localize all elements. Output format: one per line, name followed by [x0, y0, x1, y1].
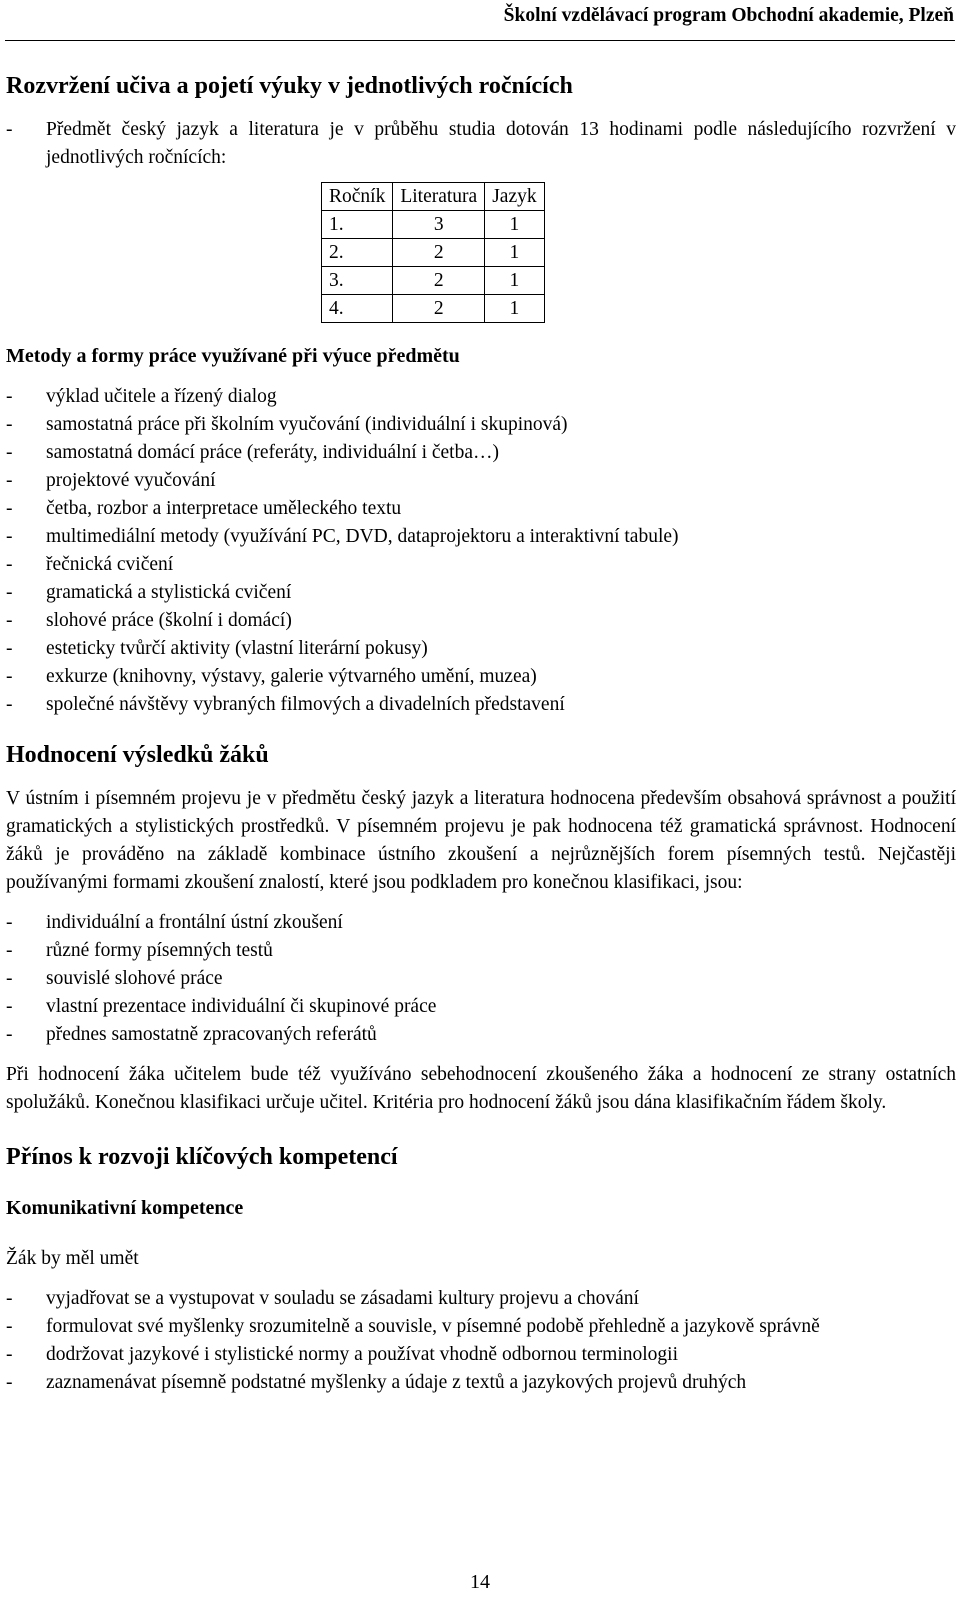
table-cell: 4. — [322, 295, 393, 323]
list-item: - exkurze (knihovny, výstavy, galerie výtvarného umění, muzea) — [6, 663, 956, 691]
table-cell: 2 — [393, 267, 485, 295]
list-item: - četba, rozbor a interpretace uměleckého textu — [6, 495, 956, 523]
list-item: - vyjadřovat se a vystupovat v souladu se zásadami kultury projevu a chování — [6, 1285, 956, 1313]
header-divider — [5, 40, 955, 41]
table-cell: 2 — [393, 239, 485, 267]
list-item: - gramatická a stylistická cvičení — [6, 579, 956, 607]
intro-list — [6, 116, 956, 172]
list-item: - multimediální metody (využívání PC, DVD, dataprojektoru a interaktivní tabule) — [6, 523, 956, 551]
table-cell: 2 — [393, 295, 485, 323]
section-heading-distribution: Rozvržení učiva a pojetí výuky v jednotlivých ročnících — [6, 73, 573, 99]
list-item: - vlastní prezentace individuální či skupinové práce — [6, 993, 956, 1021]
table-cell: 1 — [485, 211, 544, 239]
competence-list — [6, 1285, 956, 1397]
assessment-list — [6, 909, 956, 1049]
competence-lead: Žák by měl umět — [6, 1248, 139, 1269]
list-item: - dodržovat jazykové i stylistické normy a používat vhodně odbornou terminologii — [6, 1341, 956, 1369]
list-item: - přednes samostatně zpracovaných referátů — [6, 1021, 956, 1049]
list-item: - projektové vyučování — [6, 467, 956, 495]
table-cell: 1. — [322, 211, 393, 239]
table-header-cell: Literatura — [393, 183, 485, 211]
table-row — [322, 267, 545, 295]
list-item: - řečnická cvičení — [6, 551, 956, 579]
assessment-closing: Při hodnocení žáka učitelem bude též využíváno sebehodnocení zkoušeného žáka a hodnocení ze strany ostatních spolužáků. Konečnou klasifikaci určuje učitel. Kritéria pro hodnocení žáků jsou dána klasifikačním řádem školy. — [6, 1064, 956, 1113]
table-cell: 2. — [322, 239, 393, 267]
table-cell: 1 — [485, 267, 544, 295]
table-row — [322, 239, 545, 267]
list-item: - souvislé slohové práce — [6, 965, 956, 993]
methods-heading: Metody a formy práce využívané při výuce předmětu — [6, 345, 460, 367]
running-header: Školní vzdělávací program Obchodní akademie, Plzeň — [503, 5, 954, 26]
table-header-cell: Ročník — [322, 183, 393, 211]
table-cell: 3. — [322, 267, 393, 295]
list-item: - výklad učitele a řízený dialog — [6, 383, 956, 411]
section-heading-competences: Přínos k rozvoji klíčových kompetencí — [6, 1144, 398, 1170]
list-item: - individuální a frontální ústní zkoušení — [6, 909, 956, 937]
list-item: - různé formy písemných testů — [6, 937, 956, 965]
intro-text: Předmět český jazyk a literatura je v průběhu studia dotován 13 hodinami podle následujícího rozvržení v jednotlivých ročnících: — [46, 119, 956, 168]
table-cell: 1 — [485, 295, 544, 323]
methods-list — [6, 383, 956, 719]
table-row — [322, 295, 545, 323]
table-header-cell: Jazyk — [485, 183, 544, 211]
competence-subheading: Komunikativní kompetence — [6, 1197, 244, 1219]
list-item: - samostatná domácí práce (referáty, individuální i četba…) — [6, 439, 956, 467]
intro-item — [6, 116, 956, 172]
assessment-paragraph: V ústním i písemném projevu je v předmětu český jazyk a literatura hodnocena především obsahová správnost a použití gramatických a stylistických prostředků. V písemném projevu je pak hodnocena též gramatická správnost. Hodnocení žáků je prováděno na základě kombinace ústního zkoušení a nejrůznějších forem písemných testů. Nejčastěji používanými formami zkoušení znalostí, které jsou podkladem pro konečnou klasifikaci, jsou: — [6, 788, 956, 893]
list-item: - esteticky tvůrčí aktivity (vlastní literární pokusy) — [6, 635, 956, 663]
hours-table — [321, 182, 545, 323]
section-heading-assessment: Hodnocení výsledků žáků — [6, 742, 269, 768]
list-item: - formulovat své myšlenky srozumitelně a souvisle, v písemné podobě přehledně a jazykově správně — [6, 1313, 956, 1341]
table-cell: 1 — [485, 239, 544, 267]
list-item: - společné návštěvy vybraných filmových a divadelních představení — [6, 691, 956, 719]
table-cell: 3 — [393, 211, 485, 239]
list-item: - slohové práce (školní i domácí) — [6, 607, 956, 635]
list-item: - zaznamenávat písemně podstatné myšlenky a údaje z textů a jazykových projevů druhých — [6, 1369, 956, 1397]
table-row — [322, 211, 545, 239]
list-item: - samostatná práce při školním vyučování (individuální i skupinová) — [6, 411, 956, 439]
table-header-row — [322, 183, 545, 211]
page-number: 14 — [470, 1571, 490, 1593]
page-content — [6, 70, 956, 1397]
